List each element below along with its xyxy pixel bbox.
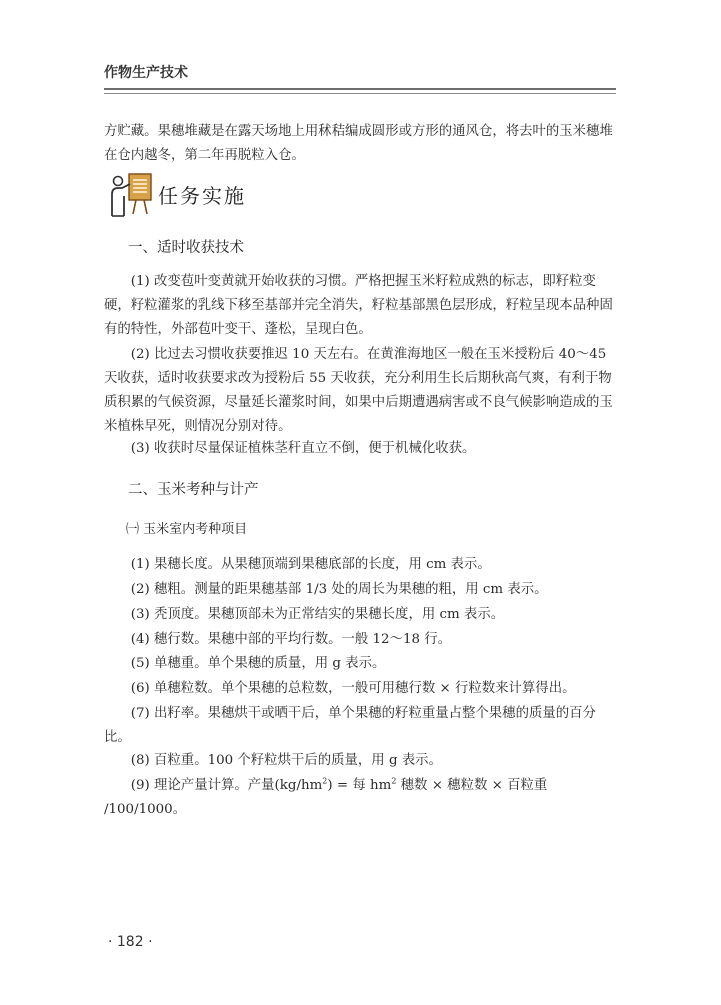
test-item: (7) 出籽率。果穗烘干或晒干后，单个果穗的籽粒重量占整个果穗的质量的百分比。	[104, 706, 596, 745]
harvest-paragraph-1: (1) 改变苞叶变黄就开始收获的习惯。严格把握玉米籽粒成熟的标志，即籽粒变硬，籽粒灌浆的乳线下移至基部并完全消失，籽粒基部黑色层形成，籽粒呈现本品种固有的特性，外部苞叶变干、蓬松，呈现白色。	[104, 274, 613, 337]
section-heading-seed-test: 二、玉米考种与计产	[128, 482, 259, 498]
superscript: 2	[322, 776, 328, 786]
test-item: (1) 果穗长度。从果穗顶端到果穗底部的长度，用 cm 表示。	[130, 557, 491, 572]
header-rule-thick	[104, 88, 616, 90]
running-head-title: 作物生产技术	[104, 65, 188, 81]
yield-formula	[104, 774, 616, 798]
yield-formula-mid: ) = 每 hm	[327, 778, 392, 793]
test-item: (4) 穗行数。果穗中部的平均行数。一般 12～18 行。	[130, 632, 452, 647]
yield-formula-line2: /100/1000。	[104, 802, 187, 817]
subsection-heading-indoor-test: ㈠ 玉米室内考种项目	[126, 522, 248, 537]
test-item: (3) 秃顶度。果穗顶部未为正常结实的果穗长度，用 cm 表示。	[130, 607, 505, 622]
page-number: · 182 ·	[108, 934, 153, 950]
section-heading-harvest: 一、适时收获技术	[128, 240, 244, 256]
harvest-paragraph-3: (3) 收获时尽量保证植株茎秆直立不倒，便于机械化收获。	[130, 441, 476, 456]
teacher-presenting-icon	[110, 172, 154, 218]
harvest-paragraph-2: (2) 比过去习惯收获要推迟 10 天左右。在黄淮海地区一般在玉米授粉后 40～45 天收获，适时收获要求改为授粉后 55 天收获，充分利用生长后期秋高气爽，有利于物质积累的气候资源，尽量延长灌浆时间，如果中后期遭遇病害或不良气候影响造成的玉米植株早死，则情况分别对待。	[104, 347, 613, 434]
test-item: (5) 单穗重。单个果穗的质量，用 g 表示。	[130, 656, 386, 671]
yield-formula-suffix: 穗数 × 穗粒数 × 百粒重	[396, 778, 548, 793]
test-item: (8) 百粒重。100 个籽粒烘干后的质量，用 g 表示。	[130, 753, 442, 768]
yield-formula-prefix: (9) 理论产量计算。产量(kg/hm	[130, 778, 323, 793]
intro-paragraph: 方贮藏。果穗堆藏是在露天场地上用秫秸编成圆形或方形的通风仓，将去叶的玉米穗堆在仓内越冬，第二年再脱粒入仓。	[104, 124, 613, 163]
task-section-title: 任务实施	[158, 184, 246, 208]
superscript: 2	[391, 776, 397, 786]
test-item: (2) 穗粗。测量的距果穗基部 1/3 处的周长为果穗的粗，用 cm 表示。	[130, 582, 548, 597]
test-item: (6) 单穗粒数。单个果穗的总粒数，一般可用穗行数 × 行粒数来计算得出。	[130, 681, 576, 696]
header-rule-thin	[104, 93, 616, 94]
